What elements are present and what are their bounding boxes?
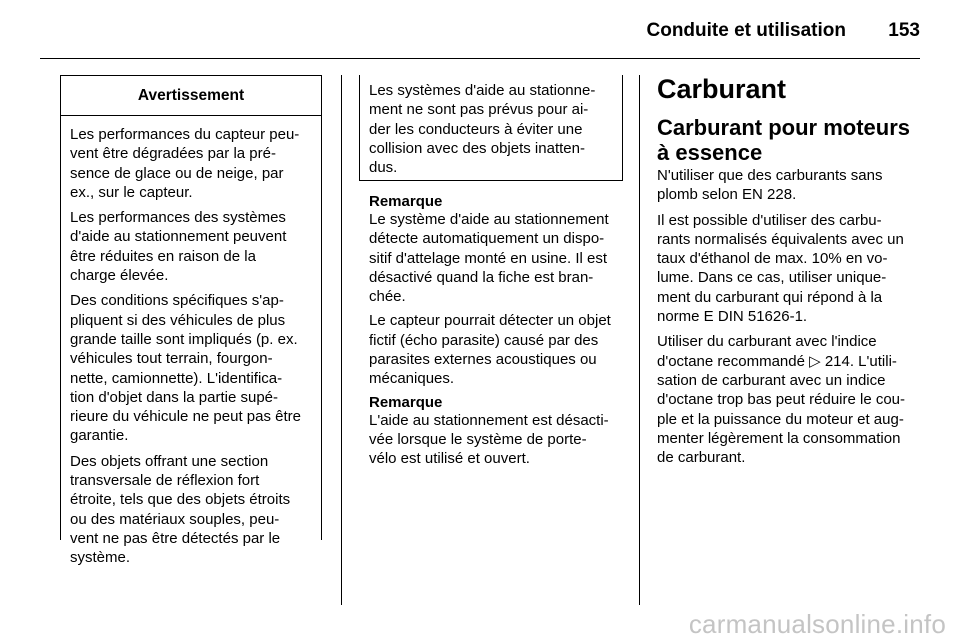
text-line: collision avec des objets inatten- [369,139,585,157]
column-divider-1 [341,75,342,605]
text-line: chée. [369,288,406,306]
text-line: lume. Dans ce cas, utiliser unique- [657,269,887,287]
text-line: Les performances des systèmes [70,209,286,227]
remark-paragraph [369,411,629,469]
text-line: vée lorsque le système de porte- [369,430,587,448]
text-line: L'aide au stationnement est désacti- [369,411,609,429]
text-line: plomb selon EN 228. [657,186,797,204]
text-line: taux d'éthanol de max. 10% en vo- [657,250,888,268]
text-line: Des conditions spécifiques s'ap- [70,292,284,310]
text-line: garantie. [70,427,129,445]
fuel-paragraph [657,332,927,467]
text-line: pliquent si des véhicules de plus [70,311,286,329]
text-line: ple et la puissance du moteur et aug- [657,410,904,428]
text-line: d'octane recommandé ▷ 214. L'utili- [657,352,897,370]
heading-line: à essence [657,140,763,165]
text-line: N'utiliser que des carburants sans [657,167,883,184]
remark-label: Remarque [369,393,443,411]
warning-box [60,75,322,567]
warning-paragraph [70,452,321,568]
fuel-paragraph [657,211,927,327]
text-line: système. [70,549,131,567]
watermark: carmanualsonline.info [688,609,946,639]
text-line: Utiliser du carburant avec l'indice [657,333,877,351]
text-line: mécaniques. [369,370,455,388]
text-line: rants normalisés équivalents avec un [657,230,904,248]
text-line: dus. [369,159,398,177]
text-line: rieure du véhicule ne peut pas être [70,408,301,426]
text-line: d'aide au stationnement peuvent [70,228,287,246]
text-line: d'octane trop bas peut réduire le cou- [657,391,906,409]
text-line: vent être dégradées par la pré- [70,145,276,163]
fuel-section [657,73,927,473]
text-line: ment ne sont pas prévus pour ai- [369,101,589,119]
text-line: transversale de réflexion fort [70,472,260,490]
warning-paragraph [70,208,321,285]
column-divider-2 [639,75,640,605]
text-line: parasites externes acoustiques ou [369,351,597,369]
text-line: vent ne pas être détectés par le [70,529,281,547]
warning-paragraph [369,81,622,177]
text-line: sence de glace ou de neige, par [70,164,284,182]
fuel-paragraph [657,166,927,205]
text-line: Le capteur pourrait détecter un objet [369,312,611,330]
text-line: véhicules tout terrain, fourgon- [70,350,273,368]
text-line: vélo est utilisé et ouvert. [369,450,530,468]
warning-title: Avertissement [61,76,321,116]
warning-paragraph [70,291,321,445]
remark-paragraph [369,210,629,306]
remark-paragraph [369,311,629,388]
text-line: nette, camionnette). L'identifica- [70,369,283,387]
page-number: 153 [888,20,920,41]
text-line: ment du carburant qui répond à la [657,288,883,306]
warning-body [61,116,321,568]
text-line: tion d'objet dans la partie supé- [70,388,279,406]
remarks-column [369,194,629,474]
section-heading: Carburant [657,74,787,104]
text-line: menter légèrement la consommation [657,429,901,447]
subsection-heading [657,115,927,165]
text-line: sation de carburant avec un indice [657,371,886,389]
header-rule [40,58,920,59]
text-line: Les performances du capteur peu- [70,126,300,143]
heading-line: Carburant pour moteurs [657,115,911,140]
text-line: ex., sur le capteur. [70,183,193,201]
remark-label: Remarque [369,193,443,210]
running-title: Conduite et utilisation [646,20,846,41]
text-line: charge élevée. [70,267,169,285]
text-line: de carburant. [657,449,746,467]
text-line: Des objets offrant une section [70,452,269,470]
text-line: ou des matériaux souples, peu- [70,510,280,528]
text-line: grande taille sont impliqués (p. ex. [70,330,298,348]
text-line: étroite, tels que des objets étroits [70,491,291,509]
text-line: Les systèmes d'aide au stationne- [369,82,596,99]
warning-paragraph [70,125,321,202]
text-line: norme E DIN 51626-1. [657,308,808,326]
text-line: Il est possible d'utiliser des carbu- [657,211,882,229]
warning-box-continued [359,75,623,181]
text-line: détecte automatiquement un dispo- [369,230,605,248]
text-line: être réduites en raison de la [70,247,256,265]
text-line: der les conducteurs à éviter une [369,120,583,138]
text-line: Le système d'aide au stationnement [369,211,609,228]
text-line: sitif d'attelage monté en usine. Il est [369,249,608,267]
text-line: fictif (écho parasite) causé par des [369,331,599,349]
text-line: désactivé quand la fiche est bran- [369,268,594,286]
